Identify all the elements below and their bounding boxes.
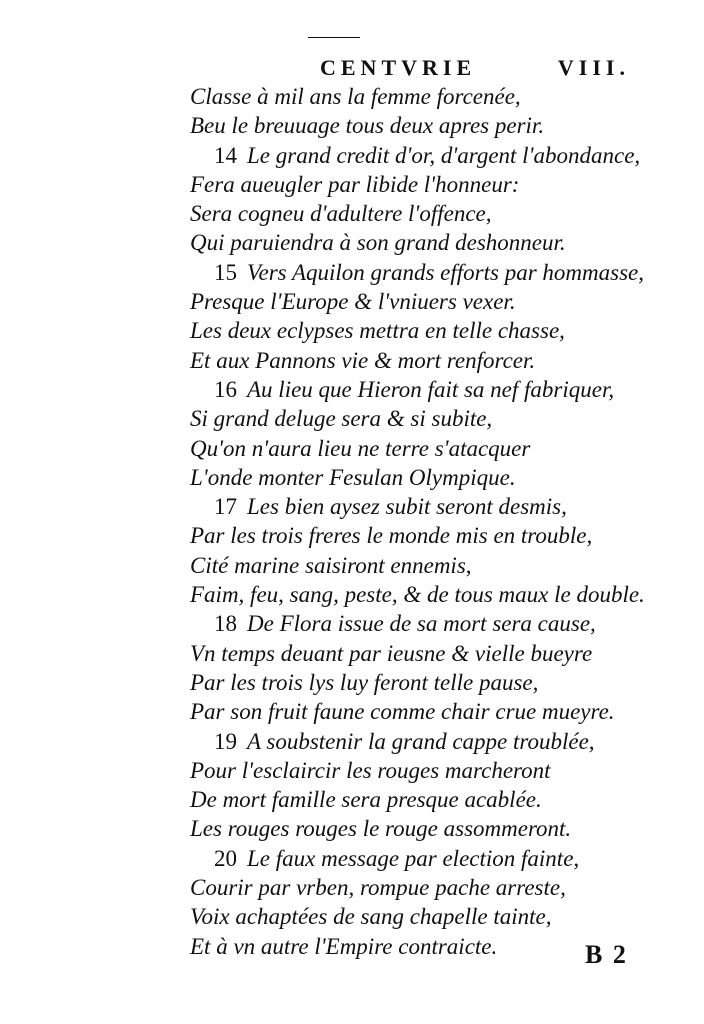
quatrain-number: 19: [214, 728, 237, 754]
quatrain-first-line: [190, 375, 680, 404]
verse-line: A soubstenir la grand cappe troublée,: [247, 728, 595, 754]
quatrain-first-line: [190, 258, 680, 287]
verse-line: Sera cogneu d'adultere l'offence,: [190, 201, 492, 227]
verse-line: Les deux eclypses mettra en telle chasse,: [190, 318, 565, 344]
verse-line: Le grand credit d'or, d'argent l'abondance,: [247, 142, 641, 168]
quatrain-first-line: [190, 141, 680, 170]
verse-line: Fera aueugler par libide l'honneur:: [190, 171, 520, 197]
quatrain-first-line: [190, 492, 680, 521]
running-head-title: CENTVRIE: [320, 55, 477, 80]
verse-line: Et à vn autre l'Empire contraicte.: [190, 933, 498, 959]
verse-line: Voix achaptées de sang chapelle tainte,: [190, 904, 552, 930]
signature-mark: B 2: [585, 940, 628, 969]
quatrain-first-line: [190, 609, 680, 638]
quatrain-number: 17: [214, 494, 237, 520]
verse-line: Par son fruit faune comme chair crue mueyre.: [190, 699, 615, 725]
quatrain-number: 18: [214, 611, 237, 637]
quatrain-number: 20: [214, 845, 237, 871]
quatrain-first-line: [190, 844, 680, 873]
quatrain-number: 15: [214, 259, 237, 285]
verse-line: Par les trois lys luy feront telle pause,: [190, 669, 539, 695]
verse-line: Qui paruiendra à son grand deshonneur.: [190, 230, 566, 256]
quatrain-number: 16: [214, 376, 237, 402]
verse-line: Au lieu que Hieron fait sa nef fabriquer,: [247, 376, 615, 402]
verse-line: Qu'on n'aura lieu ne terre s'atacquer: [190, 435, 531, 461]
verse-line: De mort famille sera presque acablée.: [190, 787, 542, 813]
verse-line: Vn temps deuant par ieusne & vielle bueyre: [190, 640, 593, 666]
verse-line: Vers Aquilon grands efforts par hommasse,: [247, 259, 644, 285]
verse-line: Par les trois freres le monde mis en trouble,: [190, 523, 593, 549]
verse-line: Les bien aysez subit seront desmis,: [247, 494, 567, 520]
running-head: [320, 55, 630, 81]
verse-line: De Flora issue de sa mort sera cause,: [247, 611, 596, 637]
verse-line: Et aux Pannons vie & mort renforcer.: [190, 347, 536, 373]
verse-line: Si grand deluge sera & si subite,: [190, 406, 493, 432]
verse-line: Le faux message par election fainte,: [247, 845, 580, 871]
verse-line: Presque l'Europe & l'vniuers vexer.: [190, 289, 516, 315]
verse-line: Courir par vrben, rompue pache arreste,: [190, 875, 566, 901]
verse-line: Pour l'esclaircir les rouges marcheront: [190, 757, 551, 783]
quatrain-first-line: [190, 727, 680, 756]
verse-line: Faim, feu, sang, peste, & de tous maux le double.: [190, 582, 645, 608]
verse-line: Classe à mil ans la femme forcenée,: [190, 84, 521, 109]
verse-line: Les rouges rouges le rouge assommeront.: [190, 816, 572, 842]
top-rule: [308, 37, 360, 38]
verse-line: Beu le breuuage tous deux apres perir.: [190, 113, 545, 139]
verse-line: L'onde monter Fesulan Olympique.: [190, 464, 516, 490]
running-head-number: VIII.: [557, 55, 630, 80]
verse-text: [190, 82, 680, 961]
verse-line: Cité marine saisiront ennemis,: [190, 552, 472, 578]
quatrain-number: 14: [214, 142, 237, 168]
